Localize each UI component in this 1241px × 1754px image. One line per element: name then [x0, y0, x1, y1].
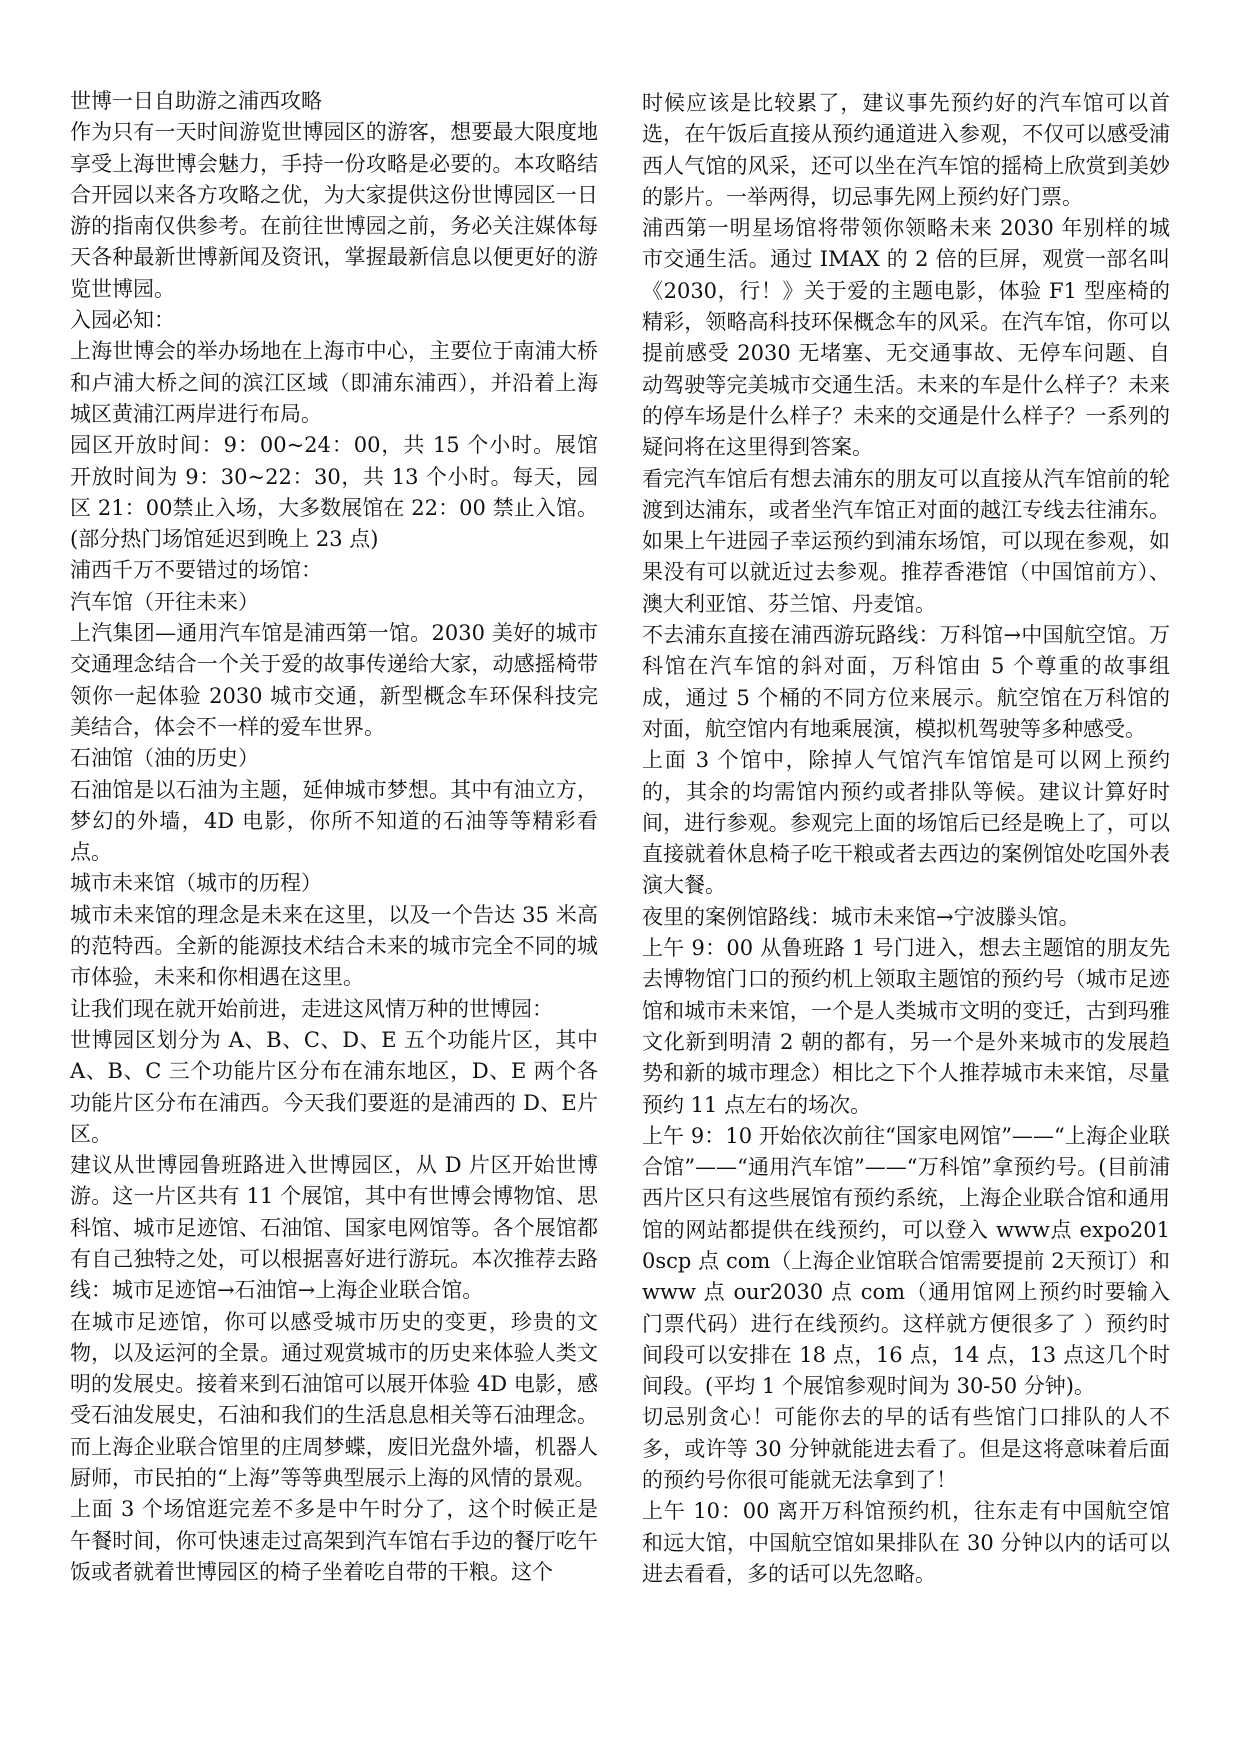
paragraph: 建议从世博园鲁班路进入世博园区，从 D 片区开始世博游。这一片区共有 11 个展馆，其中有世博会博物馆、思科馆、城市足迹馆、石油馆、国家电网馆等。各个展馆都有自己独特之处，可以根据喜好进行游玩。本次推荐去路线：城市足迹馆→石油馆→上海企业联合馆。: [70, 1153, 598, 1303]
paragraph: 上面 3 个馆中，除掉人气馆汽车馆馆是可以网上预约的，其余的均需馆内预约或者排队等候。建议计算好时间，进行参观。参观完上面的场馆后已经是晚上了，可以直接就着休息椅子吃干粮或者去西边的案例馆处吃国外表演大餐。: [642, 748, 1170, 898]
paragraph: 让我们现在就开始前进，走进这风情万种的世博园：: [70, 996, 553, 1021]
doc-title: 世博一日自助游之浦西攻略: [70, 89, 322, 113]
subheading: 汽车馆（开往未来）: [70, 589, 259, 614]
subheading: 城市未来馆（城市的历程）: [70, 871, 322, 896]
paragraph: 作为只有一天时间游览世博园区的游客，想要最大限度地享受上海世博会魅力，手持一份攻略是必要的。本攻略结合开园以来各方攻略之优，为大家提供这份世博园区一日游的指南仅供参考。在前往世博园之前，务必关注媒体每天各种最新世博新闻及资讯，掌握最新信息以便更好的游览世博园。: [70, 120, 598, 301]
paragraph: 城市未来馆的理念是未来在这里，以及一个告达 35 米高的范特西。全新的能源技术结合未来的城市完全不同的城市体验，未来和你相遇在这里。: [70, 902, 598, 990]
section-heading: 入园必知：: [70, 308, 175, 333]
paragraph: 石油馆是以石油为主题，延伸城市梦想。其中有油立方，梦幻的外墙，4D 电影，你所不知道的石油等等精彩看点。: [70, 777, 598, 865]
paragraph: 在城市足迹馆，你可以感受城市历史的变更，珍贵的文物，以及运河的全景。通过观赏城市的历史来体验人类文明的发展史。接着来到石油馆可以展开体验 4D 电影，感受石油发展史，石油和我们的生活息息相关等石油理念。而上海企业联合馆里的庄周梦蝶，废旧光盘外墙，机器人厨师，市民拍的“上海”等等典型展示上海的风情的景观。: [70, 1309, 598, 1491]
right-column: [642, 88, 1170, 1728]
paragraph: 看完汽车馆后有想去浦东的朋友可以直接从汽车馆前的轮渡到达浦东，或者坐汽车馆正对面的越江专线去往浦东。如果上午进园子幸运预约到浦东场馆，可以现在参观，如果没有可以就近过去参观。推荐香港馆（中国馆前方）、澳大利亚馆、芬兰馆、丹麦馆。: [642, 466, 1170, 616]
paragraph: 时候应该是比较累了，建议事先预约好的汽车馆可以首选，在午饭后直接从预约通道进入参观，不仅可以感受浦西人气馆的风采，还可以坐在汽车馆的摇椅上欣赏到美妙的影片。一举两得，切忌事先网上预约好门票。: [642, 91, 1170, 209]
left-column: [70, 86, 598, 1726]
paragraph: 园区开放时间：9：00~24：00，共 15 个小时。展馆开放时间为 9：30~22：30，共 13 个小时。每天，园区 21：00禁止入场，大多数展馆在 22：00 禁止入馆。(部分热门场馆延迟到晚上 23 点): [70, 433, 598, 552]
paragraph: 上午 10：00 离开万科馆预约机，往东走有中国航空馆和远大馆，中国航空馆如果排队在 30 分钟以内的话可以进去看看，多的话可以先忽略。: [642, 1499, 1170, 1586]
paragraph: 夜里的案例馆路线：城市未来馆→宁波滕头馆。: [642, 904, 1080, 929]
paragraph: 世博园区划分为 A、B、C、D、E 五个功能片区，其中 A、B、C 三个功能片区分布在浦东地区，D、E 两个各功能片区分布在浦西。今天我们要逛的是浦西的 D、E片区。: [70, 1027, 598, 1146]
section-heading: 浦西千万不要错过的场馆：: [70, 558, 322, 583]
paragraph: 上午 9：00 从鲁班路 1 号门进入，想去主题馆的朋友先去博物馆门口的预约机上领取主题馆的预约号（城市足迹馆和城市未来馆，一个是人类城市文明的变迁，古到玛雅文化新到明清 2 朝的都有，另一个是外来城市的发展趋势和新的城市理念）相比之下个人推荐城市未来馆，尽量预约 11 点左右的场次。: [642, 936, 1170, 1117]
paragraph: 上午 9：10 开始依次前往“国家电网馆”——“上海企业联合馆”——“通用汽车馆”——“万科馆”拿预约号。(目前浦西片区只有这些展馆有预约系统，上海企业联合馆和通用馆的网站都提供在线预约，可以登入 www点 expo2010scp 点 com（上海企业馆联合馆需要提前 2天预订）和 www 点 our2030 点 com（通用馆网上预约时要输入门票代码）进行在线预约。这样就方便很多了 ）预约时间段可以安排在 18 点，16 点，14 点，13 点这几个时间段。(平均 1 个展馆参观时间为 30-50 分钟)。: [642, 1123, 1170, 1399]
subheading: 石油馆（油的历史）: [70, 746, 259, 771]
paragraph: 切忌别贪心！可能你去的早的话有些馆门口排队的人不多，或许等 30 分钟就能进去看了。但是这将意味着后面的预约号你很可能就无法拿到了！: [642, 1405, 1170, 1493]
paragraph: 浦西第一明星场馆将带领你领略未来 2030 年别样的城市交通生活。通过 IMAX 的 2 倍的巨屏，观赏一部名叫《2030，行！》关于爱的主题电影，体验 F1 型座椅的精彩，领略高科技环保概念车的风采。在汽车馆，你可以提前感受 2030 无堵塞、无交通事故、无停车问题、自动驾驶等完美城市交通生活。未来的车是什么样子？未来的停车场是什么样子？未来的交通是什么样子？一系列的疑问将在这里得到答案。: [642, 216, 1170, 460]
paragraph: 上海世博会的举办场地在上海市中心，主要位于南浦大桥和卢浦大桥之间的滨江区域（即浦东浦西），并沿着上海城区黄浦江两岸进行布局。: [70, 339, 598, 426]
paragraph: 上汽集团—通用汽车馆是浦西第一馆。2030 美好的城市交通理念结合一个关于爱的故事传递给大家，动感摇椅带领你一起体验 2030 城市交通，新型概念车环保科技完美结合，体会不一样的爱车世界。: [70, 621, 598, 739]
paragraph: 不去浦东直接在浦西游玩路线：万科馆→中国航空馆。万科馆在汽车馆的斜对面，万科馆由 5 个尊重的故事组成，通过 5 个桶的不同方位来展示。航空馆在万科馆的对面，航空馆内有地乘展演，模拟机驾驶等多种感受。: [642, 623, 1170, 741]
paragraph: 上面 3 个场馆逛完差不多是中午时分了，这个时候正是午餐时间，你可快速走过高架到汽车馆右手边的餐厅吃午饭或者就着世博园区的椅子坐着吃自带的干粮。这个: [70, 1497, 598, 1584]
